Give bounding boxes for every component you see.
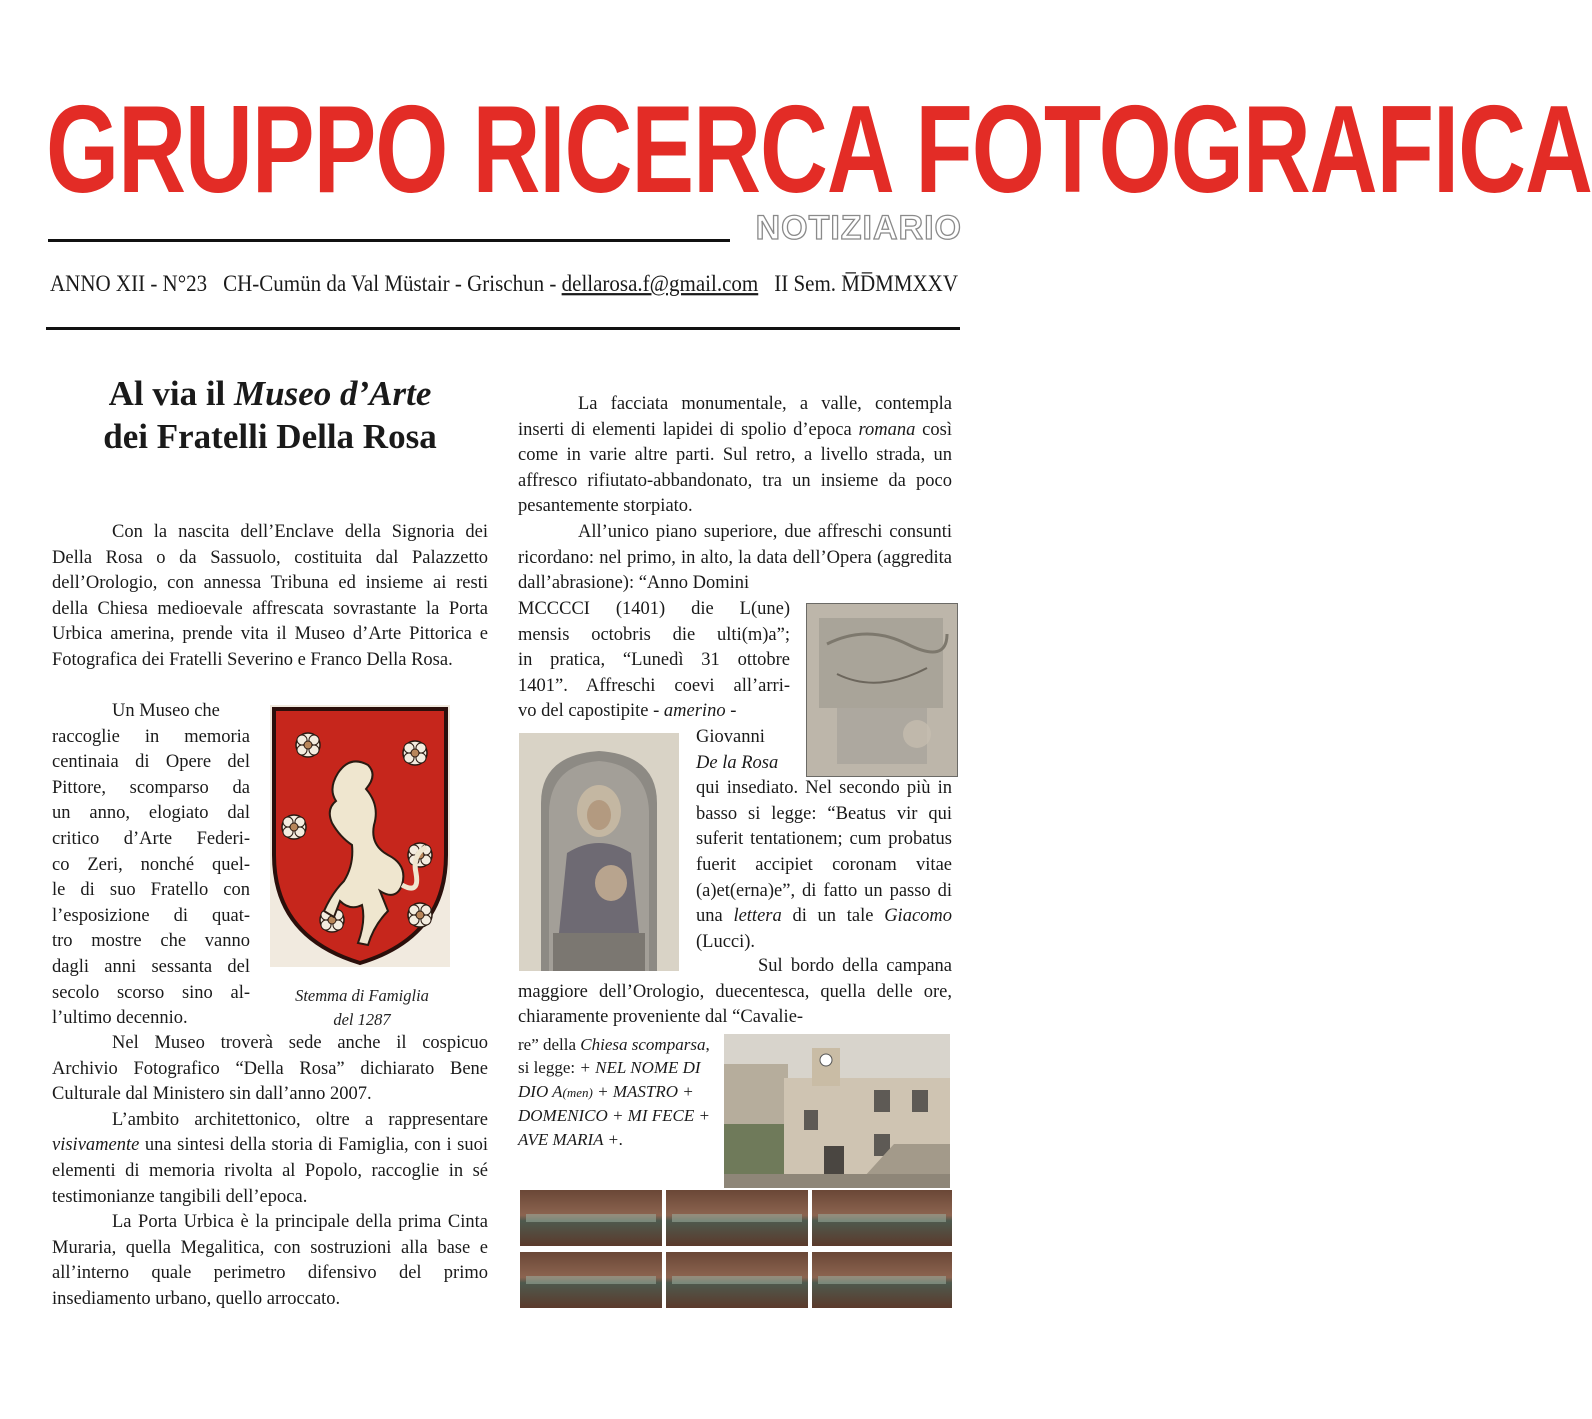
paragraph: Nel Museo troverà sede anche il cospicuo Archivio Fotografico “Della Rosa” dichiarato Bene Culturale dal Ministero sin dall’anno 2007. bbox=[52, 1033, 488, 1105]
italic-text: Chiesa scomparsa bbox=[580, 1035, 706, 1054]
semester: II Sem. M̅D̅MMXXV bbox=[774, 269, 958, 297]
masthead-subtitle: NOTIZIARIO bbox=[755, 209, 962, 247]
line: co Zeri, nonché quel- bbox=[52, 854, 250, 875]
italic-text: De la Rosa bbox=[696, 752, 779, 773]
right-column-bell bbox=[518, 954, 952, 1031]
italic-text: visivamente bbox=[52, 1135, 140, 1156]
bell-rim-icon bbox=[520, 1190, 952, 1308]
bell-inscription-photos bbox=[520, 1190, 952, 1308]
paragraph: Con la nascita dell’Enclave della Signoria dei Della Rosa o da Sassuolo, costituita dal Palazzetto dell’Orologio, con annessa Tribuna ed insieme ai resti della Chiesa medioevale affrescata sovrastante la Porta Urbica amerina, prende vita il Museo d’Arte Pittorica e Fotografica dei Fratelli Severino e Franco Della Rosa. bbox=[52, 522, 488, 670]
line: mensis octobris die ulti(m)a”; bbox=[518, 624, 790, 645]
paragraph: La Porta Urbica è la principale della prima Cinta Muraria, quella Megalitica, con sostruzioni alla base e all’interno quale perimetro difensivo del primo insediamento urbano, quello arroccato. bbox=[52, 1212, 488, 1309]
line: Giovanni bbox=[696, 727, 765, 747]
italic-text: lettera bbox=[733, 906, 782, 927]
left-column-bottom bbox=[52, 1031, 488, 1313]
masthead-divider bbox=[48, 239, 730, 242]
line: l’ultimo decennio. bbox=[52, 1008, 188, 1029]
right-column-intro bbox=[518, 392, 952, 597]
text: re” della bbox=[518, 1035, 581, 1054]
location-email bbox=[223, 264, 758, 302]
line: in pratica, “Lunedì 31 ottobre bbox=[518, 650, 790, 671]
paragraph bbox=[518, 1033, 714, 1151]
right-column-inscription bbox=[518, 1033, 714, 1151]
masthead-title: GRUPPO RICERCA FOTOGRAFICA bbox=[46, 80, 1592, 219]
text: + MASTRO + DOMENICO + MI FECE + AVE MARIA +. bbox=[518, 1081, 710, 1149]
italic-text: Giacomo bbox=[884, 906, 953, 927]
article-title bbox=[50, 372, 490, 458]
line: raccoglie in memoria bbox=[52, 726, 250, 747]
paragraph bbox=[52, 1108, 488, 1210]
paragraph bbox=[696, 776, 952, 955]
text: L’ambito architettonico, oltre a rappresentare bbox=[112, 1109, 488, 1130]
text: (men) bbox=[562, 1084, 593, 1100]
email-link[interactable]: dellarosa.f@gmail.com bbox=[561, 269, 759, 297]
line: 1401”. Affreschi coevi all’arri- bbox=[518, 675, 790, 696]
building-icon bbox=[724, 1034, 950, 1188]
text: + NEL NOME DI DIO A bbox=[518, 1058, 701, 1101]
coat-of-arms-image bbox=[270, 705, 450, 967]
madonna-fresco-photo bbox=[519, 733, 679, 971]
text: - bbox=[725, 701, 737, 722]
left-column-intro bbox=[52, 520, 488, 674]
title-italic: Museo d’Arte bbox=[234, 374, 432, 413]
text: di un tale bbox=[781, 906, 885, 927]
title-text: Al via il bbox=[108, 374, 235, 413]
text: La facciata monumentale, a valle, contempla inserti di elementi lapidei di spolio d’epoca bbox=[518, 394, 952, 440]
line: secolo scorso sino al- bbox=[52, 982, 250, 1003]
location: CH-Cumün da Val Müstair - Grischun - bbox=[223, 269, 562, 297]
line bbox=[518, 699, 790, 725]
line: dagli anni sessanta del bbox=[52, 956, 250, 977]
text: qui insediato. Nel secondo più in basso si legge: “Beatus vir qui suferit tentationem; cum probatus fuerit accipiet coronam vitae (a)et(erna)e”, di fatto un passo di una bbox=[696, 778, 952, 927]
line: Un Museo che bbox=[112, 701, 220, 721]
line: centinaia di Opere del bbox=[52, 752, 250, 773]
line bbox=[696, 751, 952, 777]
clock-palace-photo bbox=[724, 1034, 950, 1188]
italic-text: romana bbox=[858, 419, 916, 440]
line: le di suo Fratello con bbox=[52, 880, 250, 901]
caption-line: del 1287 bbox=[333, 1010, 391, 1029]
paragraph: Sul bordo della campana maggiore dell’Orologio, duecentesca, quella delle ore, chiaramente proveniente dal “Cavalie- bbox=[518, 956, 952, 1028]
text: (Lucci). bbox=[696, 931, 756, 952]
paragraph bbox=[518, 392, 952, 520]
text: così come in varie altre parti. Sul retro, a livello strada, un affresco rifiutato-abbandonato, tra un insieme da poco pesantemente storpiato. bbox=[518, 419, 952, 517]
line: Pittore, scomparso da bbox=[52, 777, 250, 798]
paragraph: All’unico piano superiore, due affreschi consunti ricordano: nel primo, in alto, la data dell’Opera (aggredita dall’abrasione): “Anno Domini bbox=[518, 521, 952, 594]
line: l’esposizione di quat- bbox=[52, 905, 250, 926]
line: tro mostre che vanno bbox=[52, 931, 250, 952]
right-column-beside-fresco bbox=[696, 725, 952, 955]
line: critico d’Arte Federi- bbox=[52, 828, 250, 849]
line: un anno, elogiato dal bbox=[52, 803, 250, 824]
header-divider bbox=[46, 327, 960, 330]
italic-text: amerino bbox=[663, 701, 726, 722]
title-line-2: dei Fratelli Della Rosa bbox=[103, 417, 437, 456]
issue-number: ANNO XII - N°23 bbox=[50, 269, 208, 297]
text: vo del capostipite - bbox=[518, 701, 664, 722]
line: MCCCCI (1401) die L(une) bbox=[518, 599, 790, 619]
left-column-narrow bbox=[52, 699, 250, 1032]
coat-of-arms-caption bbox=[262, 984, 462, 1032]
issue-info-line bbox=[50, 264, 958, 302]
caption-line: Stemma di Famiglia bbox=[295, 986, 429, 1005]
madonna-fresco-icon bbox=[519, 733, 679, 971]
text: una sintesi della storia di Famiglia, con i suoi elementi di memoria rivolta al Popolo, raccoglie in sé testimonianze tangibili dell’epoca. bbox=[52, 1135, 488, 1207]
lion-shield-icon bbox=[270, 705, 450, 967]
right-column-narrow bbox=[518, 597, 790, 725]
text: , si legge: bbox=[518, 1035, 710, 1078]
